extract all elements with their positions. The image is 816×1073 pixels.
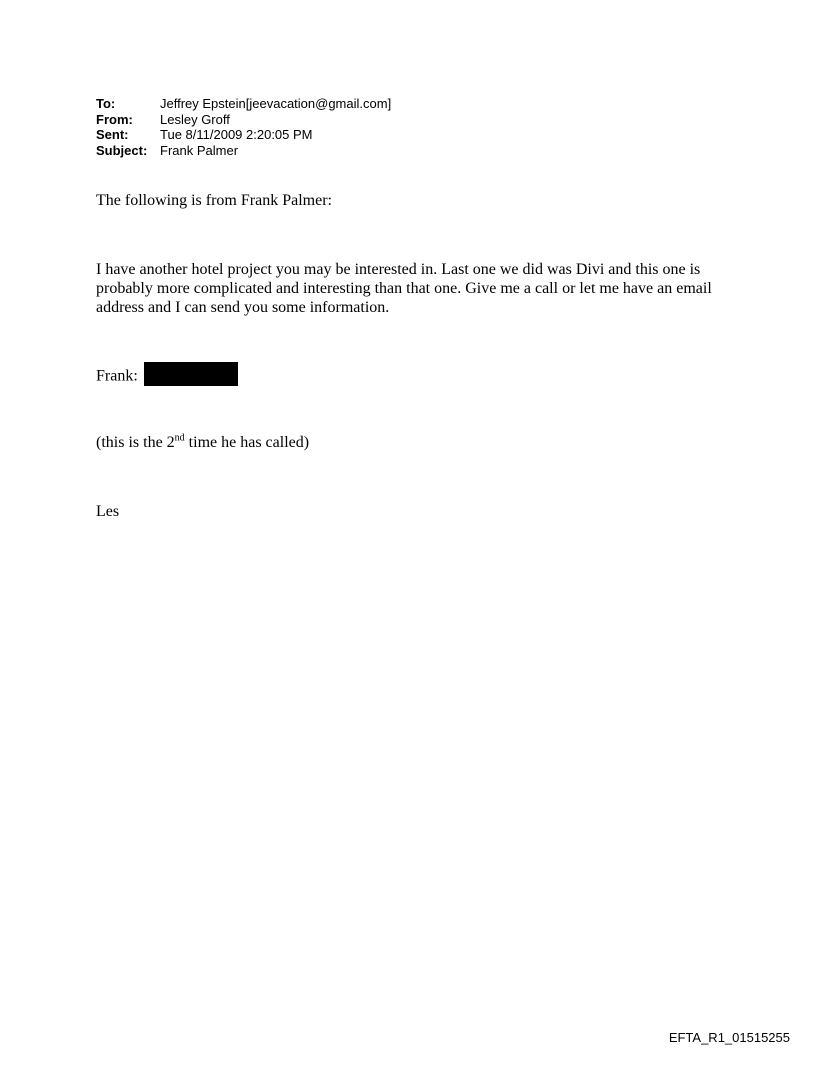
call-note-superscript: nd bbox=[174, 432, 185, 444]
from-label: From: bbox=[96, 111, 133, 127]
call-note-prefix: (this is the 2 bbox=[96, 434, 175, 451]
subject-value: Frank Palmer bbox=[160, 142, 239, 158]
header-row-to bbox=[96, 96, 391, 112]
redaction-box bbox=[144, 362, 238, 386]
to-label: To: bbox=[96, 96, 116, 111]
message-paragraph: I have another hotel project you may be interested in. Last one we did was Divi and this one is probably more complicated and interesting than that one. Give me a call or let me have an email address and I can send you some information. bbox=[96, 261, 712, 316]
email-header bbox=[96, 96, 391, 158]
sent-label: Sent: bbox=[96, 127, 129, 142]
to-value: Jeffrey Epstein[jeevacation@gmail.com] bbox=[160, 96, 392, 111]
signoff: Les bbox=[96, 503, 120, 520]
bates-number: EFTA_R1_01515255 bbox=[668, 1030, 790, 1045]
header-row-sent bbox=[96, 127, 391, 143]
frank-contact-line bbox=[96, 365, 736, 389]
call-note bbox=[96, 433, 736, 452]
subject-label: Subject: bbox=[96, 142, 148, 158]
sent-value: Tue 8/11/2009 2:20:05 PM bbox=[160, 127, 313, 142]
frank-label: Frank: bbox=[96, 367, 138, 385]
from-value: Lesley Groff bbox=[160, 111, 230, 127]
header-row-from bbox=[96, 112, 391, 128]
call-note-suffix: time he has called) bbox=[184, 434, 310, 451]
header-row-subject bbox=[96, 143, 391, 159]
intro-line: The following is from Frank Palmer: bbox=[96, 192, 332, 209]
